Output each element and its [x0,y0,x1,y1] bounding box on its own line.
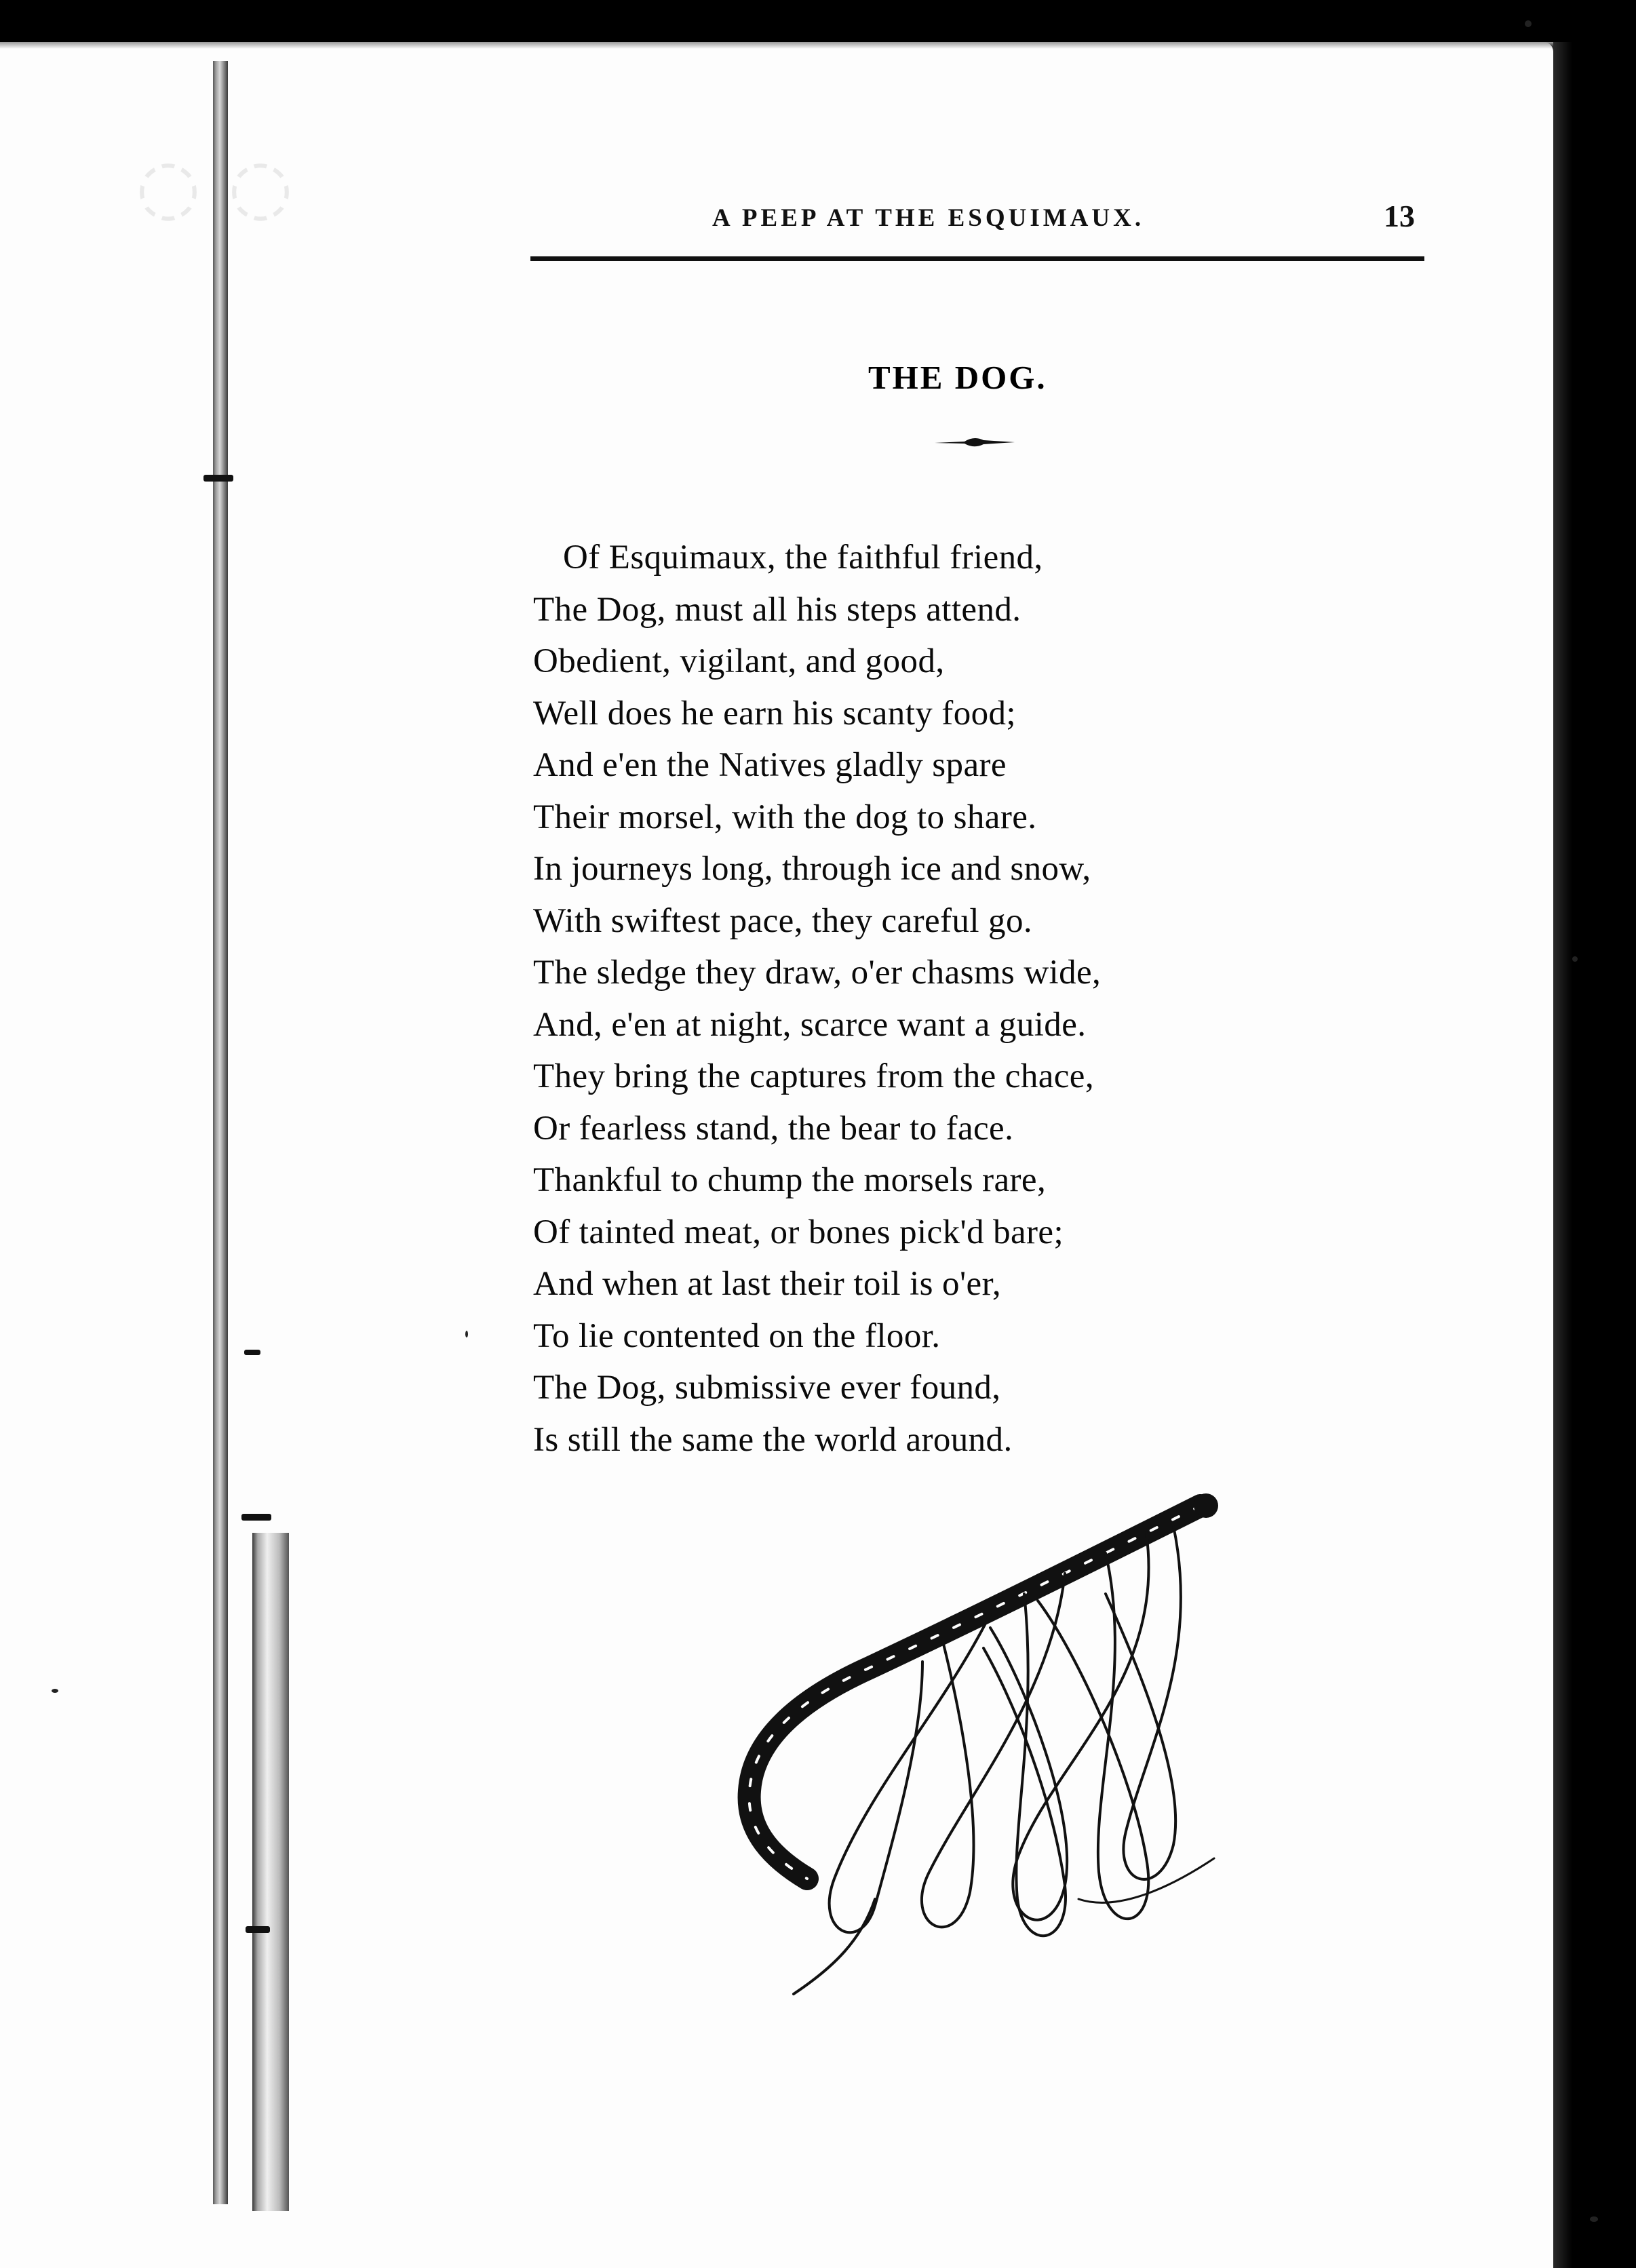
binding-stitch [241,1514,271,1521]
poem-line: The sledge they draw, o'er chasms wide, [533,954,1102,992]
binding-stitch [244,1350,260,1355]
poem-line: Or fearless stand, the bear to face. [533,1109,1014,1148]
poem-line: To lie contented on the floor. [533,1316,941,1355]
poem-body [533,532,1101,1466]
binding-gutter [213,61,228,2204]
scan-speck [1525,20,1532,27]
poem-line: With swiftest pace, they careful go. [533,901,1032,940]
binding-stitch [203,475,233,482]
poem-line: Their morsel, with the dog to share. [533,798,1037,836]
poem-line: Well does he earn his scanty food; [533,694,1016,732]
poem-line: In journeys long, through ice and snow, [533,850,1091,888]
poem-line: And e'en the Natives gladly spare [533,746,1007,784]
poem-line: Of Esquimaux, the faithful friend, [563,539,1043,576]
running-title: A PEEP AT THE ESQUIMAUX. [712,204,1145,232]
poem-line: Of tainted meat, or bones pick'd bare; [533,1213,1064,1251]
poem-line: Obedient, vigilant, and good, [533,642,945,680]
header-rule [530,256,1424,261]
poem-line: And when at last their toil is o'er, [533,1265,1002,1303]
scan-speck [465,1331,468,1337]
bleed-through-marks: ◌◌ [136,142,320,229]
poem-line: And, e'en at night, scarce want a guide. [533,1005,1087,1044]
poem-line: Is still the same the world around. [533,1420,1013,1459]
ornament-icon [935,434,1015,450]
scan-speck [52,1689,58,1693]
scan-speck [1572,956,1578,962]
dog-whip-icon [699,1479,1282,2001]
binding-stitch [246,1926,270,1933]
poem-line: Thankful to chump the morsels rare, [533,1161,1047,1199]
scan-speck [1590,2216,1598,2222]
poem-line: The Dog, submissive ever found, [533,1369,1001,1407]
poem-title: THE DOG. [868,359,1047,396]
poem-line: The Dog, must all his steps attend. [533,590,1021,629]
page-right-edge [1553,42,1572,2268]
page-top-shadow [0,42,1553,49]
binding-gutter-lower [252,1533,289,2211]
poem-line: They bring the captures from the chace, [533,1057,1094,1095]
page-number: 13 [1384,199,1415,233]
